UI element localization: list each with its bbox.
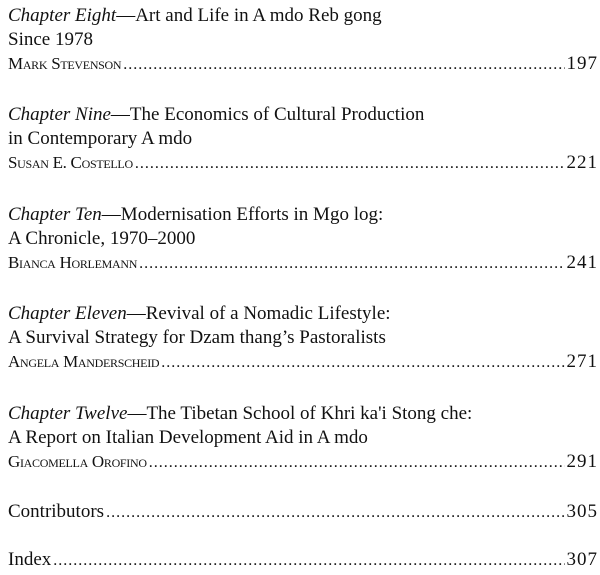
author-row <box>8 350 598 375</box>
toc-entry-chapter-nine[interactable] <box>8 103 598 176</box>
dot-leader <box>123 53 564 77</box>
index-row <box>8 548 598 573</box>
chapter-author: Bianca Horlemann <box>8 253 138 272</box>
contributors-label: Contributors <box>8 501 105 522</box>
dot-leader <box>106 501 564 525</box>
chapter-title: —Modernisation Efforts in Mgo log: <box>101 204 384 225</box>
chapter-author: Mark Stevenson <box>8 54 122 73</box>
chapter-label: Chapter Eleven <box>8 303 127 324</box>
chapter-author: Angela Manderscheid <box>8 352 160 371</box>
index-label: Index <box>8 549 52 570</box>
chapter-title-line-2: in Contemporary A mdo <box>8 128 193 149</box>
page-number: 307 <box>566 549 598 570</box>
toc-entry-index[interactable] <box>8 548 598 573</box>
page-number: 197 <box>566 53 598 74</box>
page-number: 305 <box>566 501 598 522</box>
chapter-title-line-1 <box>8 402 598 426</box>
chapter-label: Chapter Ten <box>8 204 102 225</box>
toc-entry-contributors[interactable] <box>8 500 598 525</box>
chapter-author: Susan E. Costello <box>8 153 133 172</box>
dot-leader <box>139 252 564 276</box>
chapter-title: —The Economics of Cultural Production <box>110 104 425 125</box>
chapter-title: —Revival of a Nomadic Lifestyle: <box>126 303 391 324</box>
toc-entry-chapter-eleven[interactable] <box>8 302 598 375</box>
page-number: 241 <box>566 252 598 273</box>
page-number: 271 <box>566 351 598 372</box>
dot-leader <box>161 351 564 375</box>
chapter-title-line-1 <box>8 4 598 28</box>
contributors-row <box>8 500 598 525</box>
chapter-label: Chapter Nine <box>8 104 111 125</box>
chapter-title-line-1 <box>8 103 598 127</box>
dot-leader <box>135 152 565 176</box>
chapter-title: —Art and Life in A mdo Reb gong <box>116 5 382 26</box>
toc-entry-chapter-eight[interactable] <box>8 4 598 77</box>
toc-entry-chapter-ten[interactable] <box>8 203 598 276</box>
chapter-author: Giacomella Orofino <box>8 452 147 471</box>
author-row <box>8 52 598 77</box>
author-row <box>8 450 598 475</box>
dot-leader <box>53 549 564 573</box>
page-number: 221 <box>566 152 598 173</box>
page-number: 291 <box>566 451 598 472</box>
chapter-title-line-2: A Report on Italian Development Aid in A mdo <box>8 427 368 448</box>
chapter-title-line-1 <box>8 203 598 227</box>
chapter-title: —The Tibetan School of Khri ka'i Stong che: <box>127 403 473 424</box>
chapter-title-line-2: A Survival Strategy for Dzam thang’s Pastoralists <box>8 327 386 348</box>
chapter-title-line-1 <box>8 302 598 326</box>
author-row <box>8 151 598 176</box>
dot-leader <box>149 451 565 475</box>
chapter-label: Chapter Eight <box>8 5 117 26</box>
chapter-title-line-2: Since 1978 <box>8 29 93 50</box>
chapter-title-line-2: A Chronicle, 1970–2000 <box>8 228 196 249</box>
chapter-label: Chapter Twelve <box>8 403 128 424</box>
toc-entry-chapter-twelve[interactable] <box>8 402 598 475</box>
author-row <box>8 251 598 276</box>
